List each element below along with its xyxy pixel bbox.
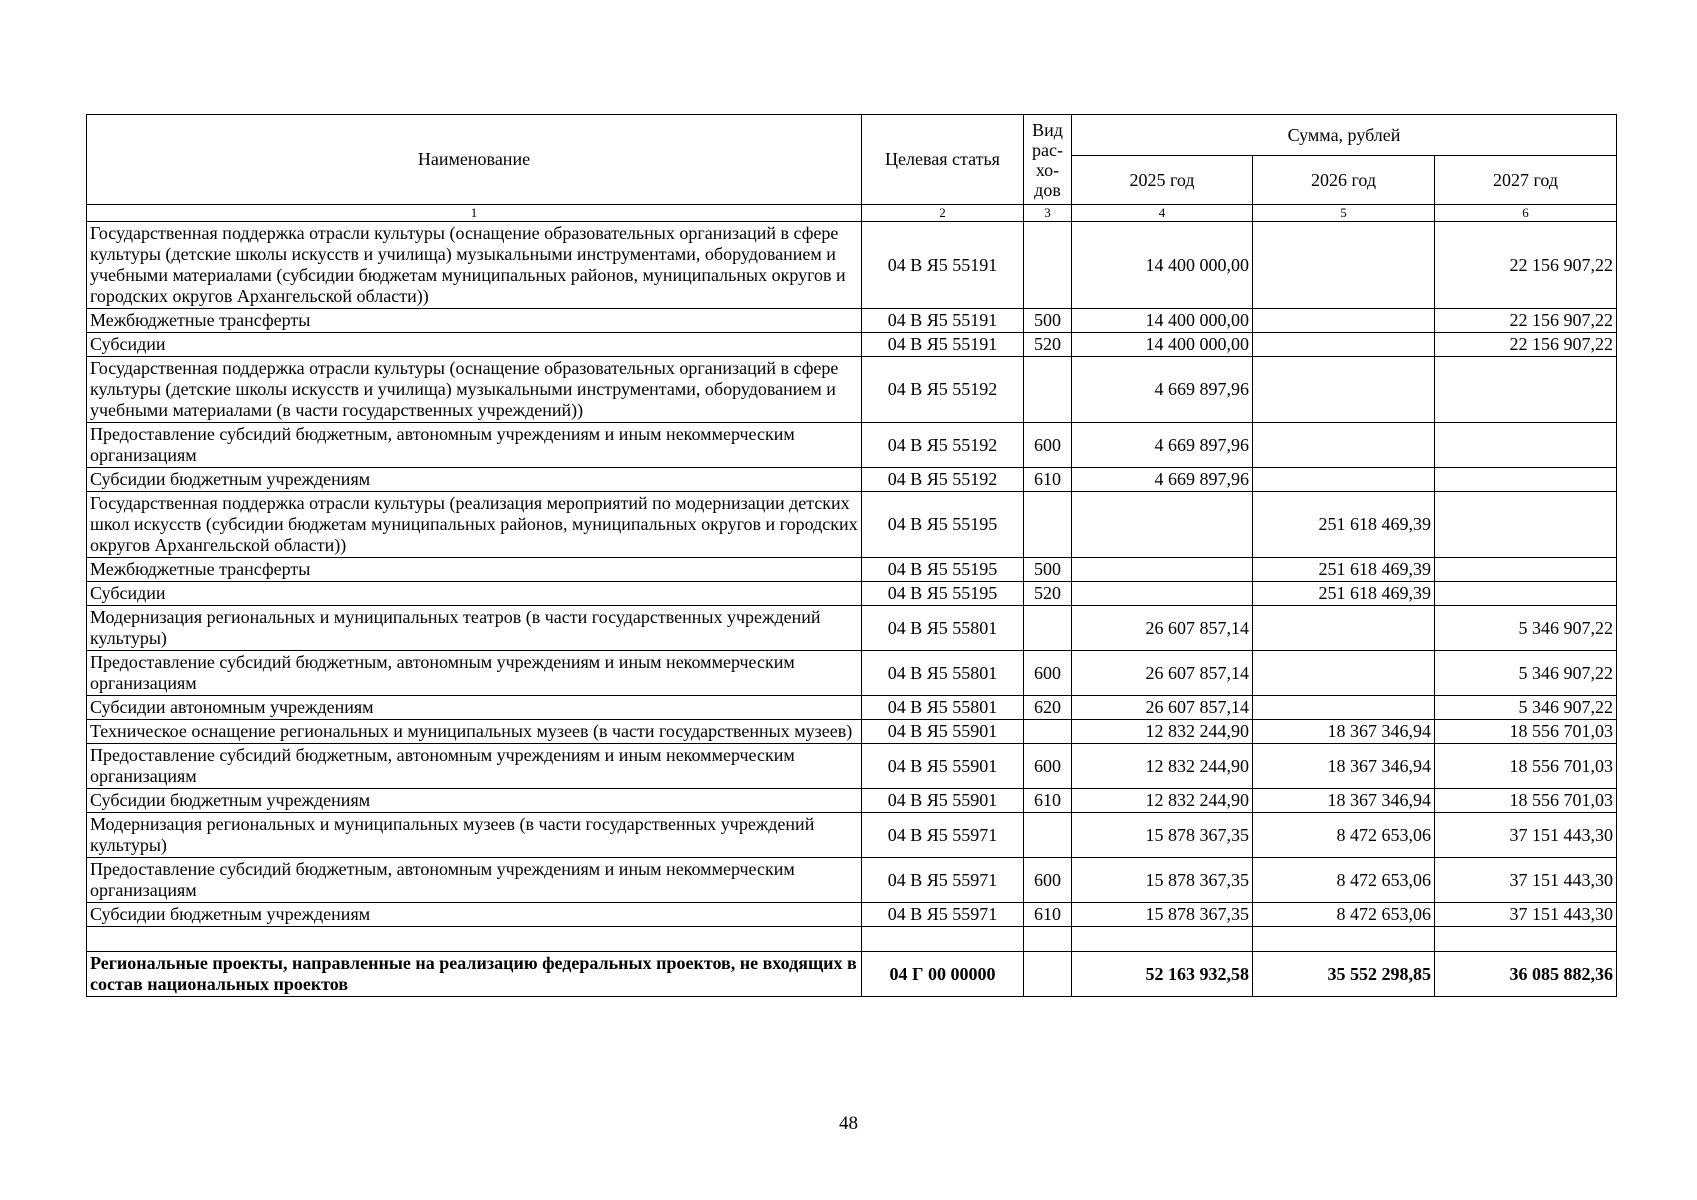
row-amount-2026 <box>1253 357 1435 423</box>
row-amount-2027 <box>1435 582 1617 606</box>
row-amount-2025: 14 400 000,00 <box>1072 333 1253 357</box>
budget-table <box>86 114 1617 997</box>
row-amount-2025: 26 607 857,14 <box>1072 696 1253 720</box>
table-row <box>87 222 1617 309</box>
row-amount-2025: 52 163 932,58 <box>1072 952 1253 997</box>
row-amount-2027: 37 151 443,30 <box>1435 813 1617 858</box>
row-name: Субсидии <box>87 333 862 357</box>
row-amount-2027: 18 556 701,03 <box>1435 744 1617 789</box>
row-amount-2026: 8 472 653,06 <box>1253 813 1435 858</box>
row-name: Субсидии бюджетным учреждениям <box>87 789 862 813</box>
row-name: Субсидии бюджетным учреждениям <box>87 468 862 492</box>
row-amount-2026: 35 552 298,85 <box>1253 952 1435 997</box>
header-2025: 2025 год <box>1072 156 1253 205</box>
row-target-code: 04 В Я5 55801 <box>862 606 1024 651</box>
row-amount-2027: 22 156 907,22 <box>1435 222 1617 309</box>
row-amount-2026: 8 472 653,06 <box>1253 858 1435 903</box>
table-row <box>87 606 1617 651</box>
row-amount-2027: 5 346 907,22 <box>1435 606 1617 651</box>
row-amount-2025 <box>1072 558 1253 582</box>
table-row <box>87 789 1617 813</box>
row-name: Техническое оснащение региональных и муниципальных музеев (в части государственных музеев) <box>87 720 862 744</box>
table-row <box>87 952 1617 997</box>
row-expense-type: 600 <box>1024 858 1072 903</box>
row-amount-2027: 22 156 907,22 <box>1435 333 1617 357</box>
table-row <box>87 858 1617 903</box>
row-amount-2025: 4 669 897,96 <box>1072 468 1253 492</box>
row-amount-2026 <box>1253 651 1435 696</box>
row-amount-2027 <box>1435 558 1617 582</box>
row-amount-2025: 26 607 857,14 <box>1072 606 1253 651</box>
row-name: Региональные проекты, направленные на реализацию федеральных проектов, не входящих в состав национальных проектов <box>87 952 862 997</box>
row-amount-2025: 26 607 857,14 <box>1072 651 1253 696</box>
table-row <box>87 744 1617 789</box>
header-2027: 2027 год <box>1435 156 1617 205</box>
header-target: Целевая статья <box>862 115 1024 205</box>
row-amount-2027: 18 556 701,03 <box>1435 720 1617 744</box>
row-amount-2025: 15 878 367,35 <box>1072 813 1253 858</box>
row-expense-type: 610 <box>1024 468 1072 492</box>
row-target-code: 04 В Я5 55195 <box>862 492 1024 558</box>
row-name: Государственная поддержка отрасли культуры (оснащение образовательных организаций в сфере культуры (детские школы искусств и училища) музыкальными инструментами, оборудованием и учебными материалами (субсидии бюджетам муниципальных районов, муниципальных округов и городских округов Архангельской области)) <box>87 222 862 309</box>
header-expense-type <box>1024 115 1072 205</box>
column-index: 6 <box>1435 205 1617 222</box>
row-amount-2025: 4 669 897,96 <box>1072 357 1253 423</box>
table-row <box>87 720 1617 744</box>
row-amount-2026 <box>1253 222 1435 309</box>
row-target-code: 04 В Я5 55801 <box>862 696 1024 720</box>
row-amount-2026: 18 367 346,94 <box>1253 789 1435 813</box>
row-amount-2027 <box>1435 357 1617 423</box>
row-target-code <box>862 927 1024 952</box>
row-name <box>87 927 862 952</box>
row-amount-2027 <box>1435 423 1617 468</box>
row-target-code: 04 В Я5 55192 <box>862 468 1024 492</box>
row-amount-2026: 251 618 469,39 <box>1253 558 1435 582</box>
row-expense-type <box>1024 813 1072 858</box>
table-row <box>87 651 1617 696</box>
row-amount-2025: 15 878 367,35 <box>1072 858 1253 903</box>
header-expense-type-line: хо- <box>1035 159 1060 180</box>
row-name: Модернизация региональных и муниципальных музеев (в части государственных учреждений культуры) <box>87 813 862 858</box>
row-amount-2026 <box>1253 696 1435 720</box>
row-amount-2025: 12 832 244,90 <box>1072 744 1253 789</box>
table-row <box>87 423 1617 468</box>
row-amount-2026: 8 472 653,06 <box>1253 903 1435 927</box>
column-index-row <box>87 205 1617 222</box>
row-expense-type: 620 <box>1024 696 1072 720</box>
row-target-code: 04 В Я5 55191 <box>862 333 1024 357</box>
header-row-top <box>87 115 1617 156</box>
row-name: Модернизация региональных и муниципальных театров (в части государственных учреждений культуры) <box>87 606 862 651</box>
row-expense-type <box>1024 952 1072 997</box>
header-name: Наименование <box>87 115 862 205</box>
header-expense-type-line: дов <box>1034 179 1061 200</box>
row-name: Предоставление субсидий бюджетным, автономным учреждениям и иным некоммерческим организациям <box>87 423 862 468</box>
row-amount-2025: 12 832 244,90 <box>1072 789 1253 813</box>
row-amount-2027: 18 556 701,03 <box>1435 789 1617 813</box>
row-target-code: 04 В Я5 55971 <box>862 903 1024 927</box>
row-expense-type: 610 <box>1024 903 1072 927</box>
row-target-code: 04 В Я5 55191 <box>862 309 1024 333</box>
row-amount-2026 <box>1253 309 1435 333</box>
row-amount-2027: 5 346 907,22 <box>1435 696 1617 720</box>
table-row <box>87 813 1617 858</box>
row-target-code: 04 В Я5 55901 <box>862 720 1024 744</box>
row-target-code: 04 В Я5 55971 <box>862 858 1024 903</box>
row-expense-type: 600 <box>1024 744 1072 789</box>
row-amount-2026 <box>1253 423 1435 468</box>
table-row <box>87 492 1617 558</box>
row-target-code: 04 В Я5 55192 <box>862 357 1024 423</box>
row-expense-type: 610 <box>1024 789 1072 813</box>
row-target-code: 04 В Я5 55191 <box>862 222 1024 309</box>
row-name: Субсидии <box>87 582 862 606</box>
table-row <box>87 903 1617 927</box>
table-row <box>87 927 1617 952</box>
row-target-code: 04 Г 00 00000 <box>862 952 1024 997</box>
row-amount-2027: 36 085 882,36 <box>1435 952 1617 997</box>
row-amount-2026: 251 618 469,39 <box>1253 582 1435 606</box>
row-expense-type: 600 <box>1024 651 1072 696</box>
row-expense-type: 600 <box>1024 423 1072 468</box>
row-expense-type: 500 <box>1024 558 1072 582</box>
row-amount-2025: 15 878 367,35 <box>1072 903 1253 927</box>
row-expense-type <box>1024 720 1072 744</box>
header-sum: Сумма, рублей <box>1072 115 1617 156</box>
row-target-code: 04 В Я5 55801 <box>862 651 1024 696</box>
row-name: Межбюджетные трансферты <box>87 309 862 333</box>
row-amount-2025: 4 669 897,96 <box>1072 423 1253 468</box>
row-amount-2027 <box>1435 468 1617 492</box>
row-expense-type <box>1024 492 1072 558</box>
row-name: Межбюджетные трансферты <box>87 558 862 582</box>
row-amount-2025: 14 400 000,00 <box>1072 309 1253 333</box>
row-target-code: 04 В Я5 55195 <box>862 582 1024 606</box>
page-number: 48 <box>839 1113 858 1134</box>
row-name: Предоставление субсидий бюджетным, автономным учреждениям и иным некоммерческим организациям <box>87 858 862 903</box>
row-name: Предоставление субсидий бюджетным, автономным учреждениям и иным некоммерческим организациям <box>87 744 862 789</box>
row-name: Субсидии автономным учреждениям <box>87 696 862 720</box>
table-row <box>87 468 1617 492</box>
row-name: Субсидии бюджетным учреждениям <box>87 903 862 927</box>
row-expense-type: 500 <box>1024 309 1072 333</box>
row-target-code: 04 В Я5 55901 <box>862 744 1024 789</box>
row-amount-2025: 14 400 000,00 <box>1072 222 1253 309</box>
row-amount-2026 <box>1253 468 1435 492</box>
row-target-code: 04 В Я5 55971 <box>862 813 1024 858</box>
row-amount-2027 <box>1435 927 1617 952</box>
column-index: 5 <box>1253 205 1435 222</box>
row-name: Предоставление субсидий бюджетным, автономным учреждениям и иным некоммерческим организациям <box>87 651 862 696</box>
row-target-code: 04 В Я5 55195 <box>862 558 1024 582</box>
row-amount-2026 <box>1253 927 1435 952</box>
table-row <box>87 309 1617 333</box>
table-row <box>87 558 1617 582</box>
row-expense-type <box>1024 357 1072 423</box>
row-expense-type <box>1024 222 1072 309</box>
row-amount-2027 <box>1435 492 1617 558</box>
table-row <box>87 333 1617 357</box>
row-name: Государственная поддержка отрасли культуры (реализация мероприятий по модернизации детских школ искусств (субсидии бюджетам муниципальных районов, муниципальных округов и городских округов Архангельской области)) <box>87 492 862 558</box>
table-row <box>87 696 1617 720</box>
column-index: 4 <box>1072 205 1253 222</box>
row-amount-2027: 37 151 443,30 <box>1435 858 1617 903</box>
row-amount-2025 <box>1072 927 1253 952</box>
row-amount-2026: 18 367 346,94 <box>1253 720 1435 744</box>
column-index: 1 <box>87 205 862 222</box>
table-body <box>87 222 1617 997</box>
header-2026: 2026 год <box>1253 156 1435 205</box>
row-target-code: 04 В Я5 55901 <box>862 789 1024 813</box>
row-name: Государственная поддержка отрасли культуры (оснащение образовательных организаций в сфере культуры (детские школы искусств и училища) музыкальными инструментами, оборудованием и учебными материалами (в части государственных учреждений)) <box>87 357 862 423</box>
column-index: 3 <box>1024 205 1072 222</box>
row-amount-2026 <box>1253 333 1435 357</box>
header-expense-type-line: рас- <box>1032 139 1063 160</box>
column-index: 2 <box>862 205 1024 222</box>
row-amount-2025 <box>1072 582 1253 606</box>
table-row <box>87 357 1617 423</box>
row-expense-type: 520 <box>1024 582 1072 606</box>
row-amount-2027: 5 346 907,22 <box>1435 651 1617 696</box>
header-expense-type-line: Вид <box>1032 119 1063 140</box>
row-amount-2025 <box>1072 492 1253 558</box>
row-target-code: 04 В Я5 55192 <box>862 423 1024 468</box>
row-amount-2025: 12 832 244,90 <box>1072 720 1253 744</box>
row-amount-2026: 18 367 346,94 <box>1253 744 1435 789</box>
row-amount-2027: 22 156 907,22 <box>1435 309 1617 333</box>
row-amount-2027: 37 151 443,30 <box>1435 903 1617 927</box>
table-row <box>87 582 1617 606</box>
row-amount-2026: 251 618 469,39 <box>1253 492 1435 558</box>
row-expense-type <box>1024 927 1072 952</box>
row-expense-type <box>1024 606 1072 651</box>
row-expense-type: 520 <box>1024 333 1072 357</box>
row-amount-2026 <box>1253 606 1435 651</box>
